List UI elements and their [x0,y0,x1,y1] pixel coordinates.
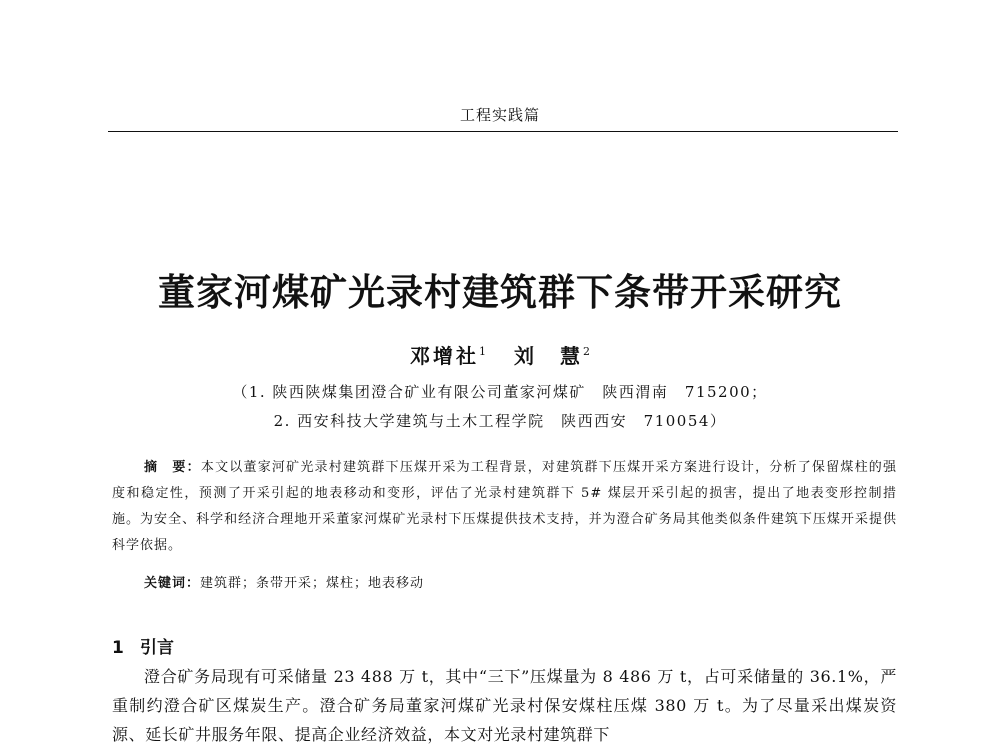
author-affiliation-mark: 2 [583,345,590,358]
abstract-label: 摘 要： [144,460,201,475]
section-heading [112,633,174,658]
section-title: 引言 [140,638,174,658]
affiliation-1: （1. 陕西陕煤集团澄合矿业有限公司董家河煤矿 陕西渭南 715200； [232,383,768,401]
keywords-text: 建筑群；条带开采；煤柱；地表移动 [200,576,425,591]
author-affiliation-mark: 1 [479,345,486,358]
abstract-text: 本文以董家河矿光录村建筑群下压煤开采为工程背景，对建筑群下压煤开采方案进行设计，分析了保留煤柱的强度和稳定性，预测了开采引起的地表移动和变形，评估了光录村建筑群下 5# 煤层开采引起的损害，提出了地表变形控制措施。为安全、科学和经济合理地开采董家河煤矿光录村下压煤提供技术支持，并为澄合矿务局其他类似条件建筑下压煤开采提供科学依据。 [112,460,897,553]
author-line [0,340,1000,369]
author-name: 邓增社 [410,344,479,368]
section-number: 1 [112,638,124,658]
keywords-label: 关键词： [144,576,201,591]
affiliation-2: 2. 西安科技大学建筑与土木工程学院 陕西西安 710054） [273,412,727,430]
keywords [144,573,894,595]
abstract [112,455,897,559]
running-header: 工程实践篇 [459,106,540,124]
header-rule [108,131,898,132]
body-paragraph: 澄合矿务局现有可采储量 23 488 万 t，其中“三下”压煤量为 8 486 万 t，占可采储量的 36.1%，严重制约澄合矿区煤炭生产。澄合矿务局董家河煤矿光录村保安煤柱压煤 380 万 t。为了尽量采出煤炭资源、延长矿井服务年限、提高企业经济效益，本文对光录村建筑群下 [112,667,897,744]
author-name: 刘 慧 [514,344,583,368]
article-title: 董家河煤矿光录村建筑群下条带开采研究 [158,271,842,314]
